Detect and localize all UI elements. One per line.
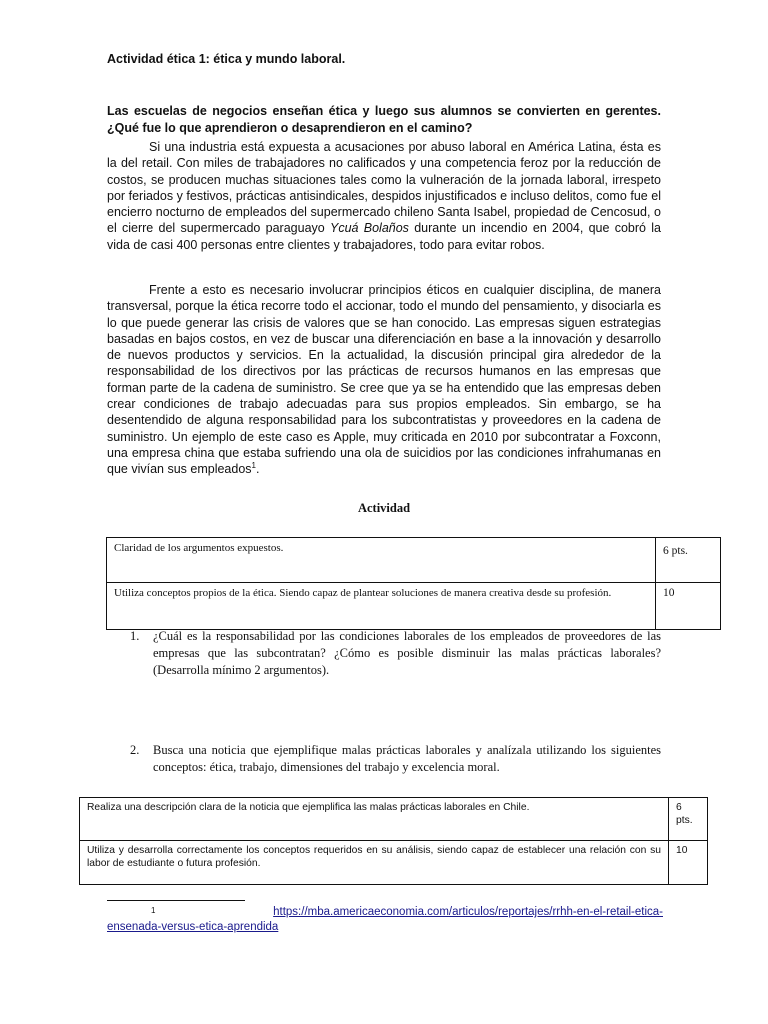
paragraph-1-italic-name: Ycuá Bolaños (330, 221, 409, 236)
item-number: 2. (130, 743, 140, 757)
paragraph-1-text-b: durante un incendio en 2004, que cobró la vida de casi 400 personas entre clientes y trabajadores, todo para evitar robos. (107, 221, 661, 252)
paragraph-2-end: . (255, 462, 260, 477)
item-number: 1. (130, 629, 140, 643)
paragraph-2-text: Frente a esto es necesario involucrar principios éticos en cualquier disciplina, de manera transversal, porque la ética recorre todo el accionar, todo el mundo del pensamiento, y disociarla es lo que puede generar las crisis de valores que se han conocido. Las empresas siguen estrategias basadas en bajos costos, en vez de buscar una diferenciación en base a la innovación y desarrollo de nuevos productos y servicios. En la actualidad, la discusión principal gira alrededor de la responsabilidad de los directivos por las prácticas de recursos humanos en las empresas que forman parte de la cadena de suministro. Se cree que ya se ha entendido que las empresas deben crear condiciones de trabajo adecuadas para sus propios empleados. Sin embargo, se ha desentendido de alguna responsabilidad para los subcontratistas y proveedores en la cadena de suministro. Un ejemplo de este caso es Apple, muy criticada en 2010 por subcontratar a Foxconn, una empresa china que estaba sufriendo una ola de suicidios por las condiciones infrahumanas en que vivían sus empleados (107, 283, 661, 477)
activity-item-1 (130, 628, 661, 679)
footnote-link-continued[interactable]: ensenada-versus-etica-aprendida (107, 921, 279, 933)
footnote (107, 903, 663, 935)
item-text: Busca una noticia que ejemplifique malas prácticas laborales y analízala utilizando los siguientes conceptos: ética, trabajo, dimensiones del trabajo y excelencia moral. (153, 743, 661, 774)
rubric-row (107, 538, 721, 583)
guiding-question: Las escuelas de negocios enseñan ética y luego sus alumnos se convierten en gerentes. ¿Qué fue lo que aprendieron o desaprendieron en el camino? (107, 104, 661, 135)
activity-item-2 (130, 742, 661, 776)
footnote-link[interactable]: https://mba.americaeconomia.com/articulos/reportajes/rrhh-en-el-retail-etica- (273, 906, 663, 918)
rubric-points: 10 (656, 583, 721, 630)
paragraph-1-text-a: Si una industria está expuesta a acusaciones por abuso laboral en América Latina, ésta es la del retail. Con miles de trabajadores no calificados y una competencia feroz por la reducción de costos, se producen muchas situaciones tales como la vulneración de la jornada laboral, irrespeto por feriados y festivos, prácticas antisindicales, despidos injustificados e incluso delitos, como fue el encierro nocturno de empleados del supermercado chileno Santa Isabel, propiedad de Cencosud, o el cierre del supermercado paraguayo (107, 140, 661, 236)
rubric-points: 6 pts. (669, 798, 708, 841)
rubric-row (107, 583, 721, 630)
rubric-criterion: Claridad de los argumentos expuestos. (107, 538, 656, 583)
rubric-points: 6 pts. (656, 538, 721, 583)
footnote-reference[interactable]: 1 (251, 461, 256, 471)
footnote-separator (107, 900, 245, 901)
rubric-criterion: Realiza una descripción clara de la noticia que ejemplifica las malas prácticas laborales en Chile. (80, 798, 669, 841)
rubric-criterion: Utiliza y desarrolla correctamente los conceptos requeridos en su análisis, siendo capaz de establecer una relación con su labor de estudiante o futura profesión. (80, 841, 669, 885)
paragraph-2 (107, 282, 661, 478)
document-title: Actividad ética 1: ética y mundo laboral. (107, 52, 346, 66)
rubric-table-2 (79, 797, 708, 885)
activity-heading: Actividad (357, 501, 411, 515)
rubric-table-1 (106, 537, 721, 630)
footnote-marker: 1 (151, 906, 156, 915)
item-text: ¿Cuál es la responsabilidad por las condiciones laborales de los empleados de proveedores de las empresas que las subcontratan? ¿Cómo es posible disminuir las malas prácticas laborales? (Desarrolla mínimo 2 argumentos). (153, 629, 661, 677)
paragraph-1 (107, 139, 661, 253)
rubric-row (80, 798, 708, 841)
rubric-points: 10 (669, 841, 708, 885)
rubric-criterion: Utiliza conceptos propios de la ética. Siendo capaz de plantear soluciones de manera creativa desde su profesión. (107, 583, 656, 630)
rubric-row (80, 841, 708, 885)
